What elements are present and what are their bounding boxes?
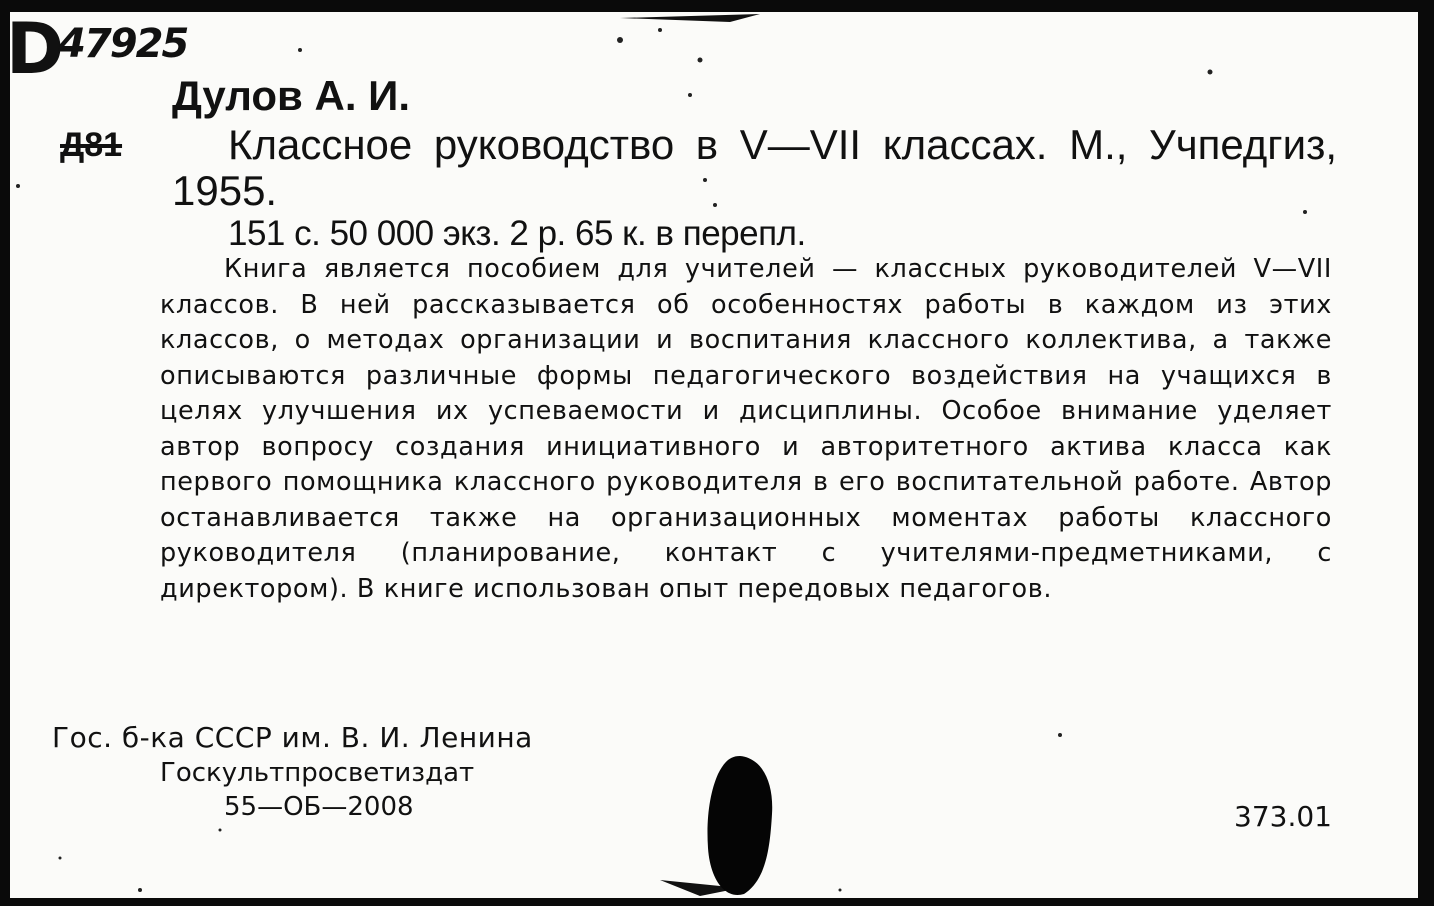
classification-code: 373.01: [1234, 800, 1332, 833]
call-number-handwritten: 47925: [58, 21, 188, 67]
imprint-line: 151 с. 50 000 экз. 2 р. 65 к. в перепл.: [228, 214, 806, 253]
index-mark: Д81: [60, 126, 123, 164]
order-number: 55—ОБ—2008: [224, 792, 414, 822]
title-entry: Классное руководство в V—VII классах. М., Учпедгиз, 1955.: [172, 121, 1337, 214]
annotation-text: Книга является пособием для учителей — классных руководителей V—VII классов. В ней рассказывается об особенностях работы в каждом из этих классов, о методах организации и воспитания классного коллектива, а также описываются различные формы педагогического воздействия на учащихся в целях улучшения их успеваемости и дисциплины. Особое внимание уделяет автор вопросу создания инициативного и авторитетного актива класса как первого помощника классного руководителя в его воспитательной работе. Автор останавливается также на организационных моментах работы классного руководителя (планирование, контакт с учителями-предметниками, с директором). В книге использован опыт передовых педагогов.: [160, 254, 1332, 604]
card-publisher: Госкультпросветиздат: [160, 758, 475, 788]
author-heading: Дулов А. И.: [172, 72, 411, 119]
call-number: [6, 8, 191, 95]
punch-hole-blot: [700, 752, 780, 902]
call-number-letter: D: [6, 8, 63, 90]
library-name: Гос. б-ка СССР им. В. И. Ленина: [52, 721, 533, 754]
